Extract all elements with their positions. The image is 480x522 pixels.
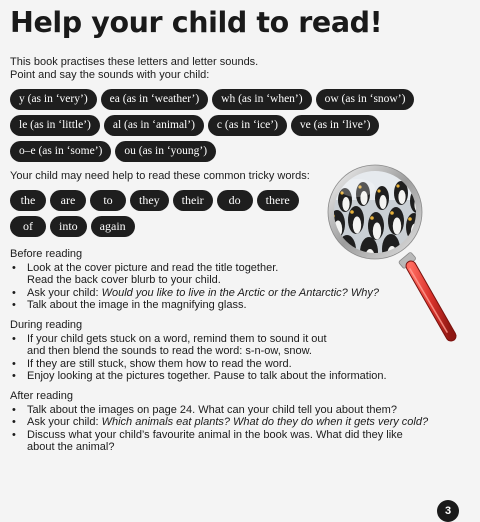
list-item-prefix: Ask your child: bbox=[27, 286, 102, 299]
list-item-line: Read the back cover blurb to your child. bbox=[27, 274, 221, 287]
sound-pill: y (as in ‘very’) bbox=[10, 89, 97, 110]
list-item-line: • If they are still stuck, show them how to read the word. bbox=[27, 357, 292, 370]
tips-list bbox=[10, 404, 428, 454]
letter-sounds-list bbox=[10, 89, 468, 167]
tricky-word-pill: the bbox=[10, 190, 46, 211]
tricky-word-pill: to bbox=[90, 190, 126, 211]
list-item-line: • Talk about the image in the magnifying glass. bbox=[27, 299, 247, 312]
list-item bbox=[10, 287, 379, 300]
list-item bbox=[10, 404, 428, 417]
list-item bbox=[10, 262, 379, 287]
before-reading-section bbox=[10, 248, 379, 312]
sound-pill: ow (as in ‘snow’) bbox=[316, 89, 415, 110]
list-item-line: and then blend the sounds to read the word: s-n-ow, snow. bbox=[27, 345, 312, 358]
sound-pill: c (as in ‘ice’) bbox=[208, 115, 287, 136]
tricky-word-pill: they bbox=[130, 190, 169, 211]
intro-line: Point and say the sounds with your child: bbox=[10, 69, 210, 81]
list-item-line: • Enjoy looking at the pictures together. Pause to talk about the information. bbox=[27, 370, 387, 383]
list-item-question: Would you like to live in the Arctic or the Antarctic? Why? bbox=[101, 286, 379, 299]
tricky-word-pill: again bbox=[91, 216, 135, 237]
sound-pill: ea (as in ‘weather’) bbox=[101, 89, 209, 110]
list-item bbox=[10, 416, 428, 429]
tricky-word-pill: into bbox=[50, 216, 87, 237]
list-item-line: • Look at the cover picture and read the title together. bbox=[27, 261, 279, 274]
section-heading: During reading bbox=[10, 319, 83, 331]
sound-pill: wh (as in ‘when’) bbox=[212, 89, 311, 110]
tricky-word-pill: of bbox=[10, 216, 46, 237]
list-item-line: about the animal? bbox=[27, 441, 115, 454]
list-item bbox=[10, 429, 428, 454]
list-item bbox=[10, 358, 387, 371]
list-item-line: • Discuss what your child’s favourite animal in the book was. What did they like bbox=[27, 428, 403, 441]
tricky-word-pill: are bbox=[50, 190, 86, 211]
tips-list bbox=[10, 333, 387, 383]
sound-pill: ve (as in ‘live’) bbox=[291, 115, 380, 136]
sound-pill: ou (as in ‘young’) bbox=[115, 141, 216, 162]
sound-pill: le (as in ‘little’) bbox=[10, 115, 100, 136]
list-item-question: Which animals eat plants? What do they do when it gets very cold? bbox=[101, 416, 429, 429]
tricky-word-pill: their bbox=[173, 190, 213, 211]
page-title: Help your child to read! bbox=[10, 6, 383, 39]
after-reading-section bbox=[10, 390, 428, 454]
tricky-word-pill: do bbox=[217, 190, 253, 211]
tricky-words-intro: Your child may need help to read these common tricky words: bbox=[10, 170, 310, 182]
list-item-line: • Talk about the images on page 24. What can your child tell you about them? bbox=[27, 403, 397, 416]
tips-list bbox=[10, 262, 379, 312]
during-reading-section bbox=[10, 319, 387, 383]
list-item bbox=[10, 333, 387, 358]
tricky-word-pill: there bbox=[257, 190, 299, 211]
tricky-words-list bbox=[10, 190, 320, 242]
sound-pill: o–e (as in ‘some’) bbox=[10, 141, 111, 162]
list-item-prefix: Ask your child: bbox=[27, 416, 102, 429]
section-heading: Before reading bbox=[10, 248, 83, 260]
sound-pill: al (as in ‘animal’) bbox=[104, 115, 204, 136]
intro-text bbox=[10, 56, 258, 82]
list-item bbox=[10, 299, 379, 312]
list-item bbox=[10, 370, 387, 383]
intro-line: This book practises these letters and letter sounds. bbox=[10, 56, 259, 68]
section-heading: After reading bbox=[10, 390, 73, 402]
page-number-badge: 3 bbox=[437, 500, 459, 522]
list-item-line: • If your child gets stuck on a word, remind them to sound it out bbox=[27, 332, 327, 345]
